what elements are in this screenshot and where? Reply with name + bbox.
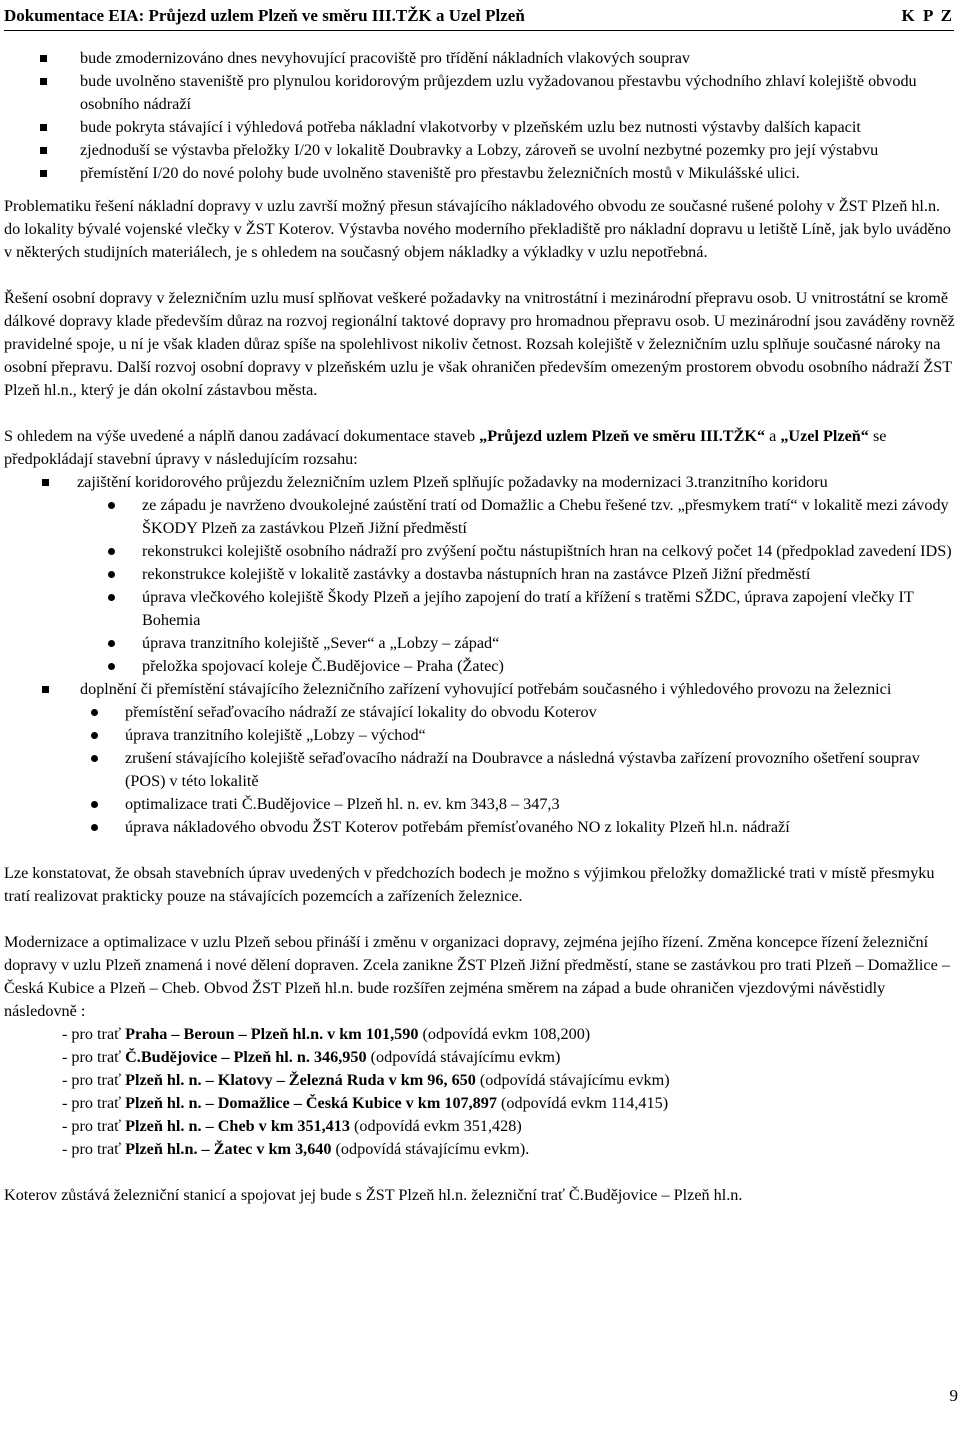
scope-item-text: doplnění či přemístění stávajícího železničního zařízení vyhovující potřebám současného i výhledového provozu na železnici bbox=[80, 680, 892, 698]
track-item bbox=[4, 1046, 956, 1069]
list-item bbox=[4, 471, 956, 678]
header-code: K P Z bbox=[901, 6, 954, 25]
project-name-1: „Průjezd uzlem Plzeň ve směru III.TŽK“ bbox=[479, 427, 766, 445]
list-item: přeložka spojovací koleje Č.Budějovice – Praha (Žatec) bbox=[77, 655, 956, 678]
track-list bbox=[4, 1023, 956, 1161]
track-note: (odpovídá evkm 351,428) bbox=[349, 1117, 522, 1135]
track-prefix: - pro trať bbox=[62, 1025, 126, 1043]
list-item: přemístění I/20 do nové polohy bude uvolněno staveniště pro přestavbu železničních mostů v Mikulášské ulici. bbox=[4, 162, 956, 185]
scope-intro-and: a bbox=[765, 427, 781, 445]
track-item bbox=[4, 1115, 956, 1138]
track-item bbox=[4, 1023, 956, 1046]
track-prefix: - pro trať bbox=[62, 1071, 126, 1089]
track-name: Praha – Beroun – Plzeň hl.n. v km 101,590 bbox=[125, 1025, 419, 1043]
track-prefix: - pro trať bbox=[62, 1048, 126, 1066]
track-note: (odpovídá stávajícímu evkm) bbox=[475, 1071, 670, 1089]
track-item bbox=[4, 1069, 956, 1092]
track-name: Plzeň hl. n. – Klatovy – Železná Ruda v km 96, 650 bbox=[125, 1071, 476, 1089]
track-item bbox=[4, 1092, 956, 1115]
track-prefix: - pro trať bbox=[62, 1094, 126, 1112]
header-title: Dokumentace EIA: Průjezd uzlem Plzeň ve směru III.TŽK a Uzel Plzeň bbox=[4, 6, 525, 25]
track-note: (odpovídá stávajícímu evkm) bbox=[366, 1048, 561, 1066]
track-note: (odpovídá stávajícímu evkm). bbox=[331, 1140, 530, 1158]
track-name: Plzeň hl. n. – Cheb v km 351,413 bbox=[125, 1117, 350, 1135]
paragraph-koterov: Koterov zůstává železniční stanicí a spojovat jej bude s ŽST Plzeň hl.n. železniční trať Č.Budějovice – Plzeň hl.n. bbox=[4, 1186, 743, 1204]
list-item: ze západu je navrženo dvoukolejné zaústění tratí od Domažlic a Chebu řešené tzv. „přesmykem tratí“ v lokalitě mezi závody ŠKODY Plzeň za zastávkou Plzeň Jižní předměstí bbox=[77, 494, 956, 540]
track-name: Plzeň hl.n. – Žatec v km 3,640 bbox=[125, 1140, 332, 1158]
paragraph-conclusion: Lze konstatovat, že obsah stavebních úprav uvedených v předchozích bodech je možno s výjimkou přeložky domažlické trati v místě přesmyku tratí realizovat prakticky pouze na stávajících pozemcích a zařízeních železnice. bbox=[4, 864, 935, 905]
track-prefix: - pro trať bbox=[62, 1117, 126, 1135]
paragraph-freight: Problematiku řešení nákladní dopravy v uzlu završí možný přesun stávajícího nákladového obvodu ze současné rušené polohy v ŽST Plzeň hl.n. do lokality bývalé vojenské vlečky v ŽST Koterov. Výstavba nového moderního překladiště pro nákladní dopravu u letiště Líně, jak bylo uváděno v některých studijních materiálech, je s ohledem na současný objem nákladky a výkladky v uzlu nepotřebná. bbox=[4, 197, 951, 261]
track-item bbox=[4, 1138, 956, 1161]
list-item: přemístění seřaďovacího nádraží ze stávající lokality do obvodu Koterov bbox=[60, 701, 956, 724]
list-item: zrušení stávajícího kolejiště seřaďovacího nádraží na Doubravce a následná výstavba zařízení provozního ošetření souprav (POS) v této lokalitě bbox=[60, 747, 956, 793]
scope-item-text: zajištění koridorového průjezdu železničním uzlem Plzeň splňujíc požadavky na modernizaci 3.tranzitního koridoru bbox=[77, 473, 828, 491]
scope-intro-text: S ohledem na výše uvedené a náplň danou zadávací dokumentace staveb bbox=[4, 427, 480, 445]
list-item: rekonstrukce kolejiště v lokalitě zastávky a dostavba nástupních hran na zastávce Plzeň Jižní předměstí bbox=[77, 563, 956, 586]
track-name: Č.Budějovice – Plzeň hl. n. 346,950 bbox=[125, 1048, 367, 1066]
scope-sublist bbox=[77, 494, 956, 678]
paragraph-modernization: Modernizace a optimalizace v uzlu Plzeň sebou přináší i změnu v organizaci dopravy, zejména jejího řízení. Změna koncepce řízení železniční dopravy v uzlu Plzeň znamená i nové dělení dopraven. Zcela zanikne ŽST Plzeň Jižní předměstí, stane se zastávkou pro trati Plzeň – Domažlice – Česká Kubice a Plzeň – Cheb. Obvod ŽST Plzeň hl.n. bude rozšířen zejména směrem na západ a bude ohraničen vjezdovými návěstidly následovně : bbox=[4, 933, 950, 1020]
page-number: 9 bbox=[949, 1386, 958, 1405]
project-name-2: „Uzel Plzeň“ bbox=[780, 427, 869, 445]
track-prefix: - pro trať bbox=[62, 1140, 126, 1158]
list-item: rekonstrukci kolejiště osobního nádraží pro zvýšení počtu nástupištních hran na celkový počet 14 (předpoklad zavedení IDS) bbox=[77, 540, 956, 563]
track-name: Plzeň hl. n. – Domažlice – Česká Kubice v km 107,897 bbox=[125, 1094, 497, 1112]
paragraph-passenger: Řešení osobní dopravy v železničním uzlu musí splňovat veškeré požadavky na vnitrostátní i mezinárodní přepravu osob. U vnitrostátní se kromě dálkové dopravy klade především důraz na rozvoj regionální taktové dopravy pro hromadnou přepravu osob. U mezinárodní jsou zaváděny rovněž pravidelné spoje, u ní je však kladen důraz spíše na spolehlivost nikoliv četnost. Rozsah kolejiště v železničním uzlu splňuje současné nároky na osobní přepravu. Další rozvoj osobní dopravy v plzeňském uzlu je však ohraničen především omezeným prostorem obvodu osobního nádraží ŽST Plzeň hl.n., který je dán okolní zástavbou města. bbox=[4, 289, 955, 399]
intro-bullet-list bbox=[4, 47, 956, 185]
list-item: optimalizace trati Č.Budějovice – Plzeň hl. n. ev. km 343,8 – 347,3 bbox=[60, 793, 956, 816]
list-item: bude uvolněno staveniště pro plynulou koridorovým průjezdem uzlu vyžadovanou přestavbu východního zhlaví kolejiště obvodu osobního nádraží bbox=[4, 70, 956, 116]
list-item bbox=[4, 678, 956, 839]
list-item: bude pokryta stávající i výhledová potřeba nákladní vlakotvorby v plzeňském uzlu bez nutnosti výstavby dalších kapacit bbox=[4, 116, 956, 139]
scope-intro-end: se předpokládají stavební úpravy v následujícím rozsahu: bbox=[4, 427, 887, 468]
page-content bbox=[4, 47, 956, 1207]
page-header bbox=[4, 4, 954, 31]
track-note: (odpovídá evkm 114,415) bbox=[496, 1094, 669, 1112]
paragraph-scope-intro bbox=[4, 425, 956, 471]
scope-list bbox=[4, 471, 956, 839]
list-item: úprava vlečkového kolejiště Škody Plzeň a jejího zapojení do tratí a křížení s tratěmi SŽDC, úprava zapojení vlečky IT Bohemia bbox=[77, 586, 956, 632]
list-item: úprava tranzitního kolejiště „Lobzy – východ“ bbox=[60, 724, 956, 747]
list-item: zjednoduší se výstavba přeložky I/20 v lokalitě Doubravky a Lobzy, zároveň se uvolní nezbytné pozemky pro její výstabvu bbox=[4, 139, 956, 162]
list-item: bude zmodernizováno dnes nevyhovující pracoviště pro třídění nákladních vlakových souprav bbox=[4, 47, 956, 70]
scope-sublist bbox=[60, 701, 956, 839]
track-note: (odpovídá evkm 108,200) bbox=[418, 1025, 591, 1043]
list-item: úprava tranzitního kolejiště „Sever“ a „Lobzy – západ“ bbox=[77, 632, 956, 655]
list-item: úprava nákladového obvodu ŽST Koterov potřebám přemísťovaného NO z lokality Plzeň hl.n. nádraží bbox=[60, 816, 956, 839]
